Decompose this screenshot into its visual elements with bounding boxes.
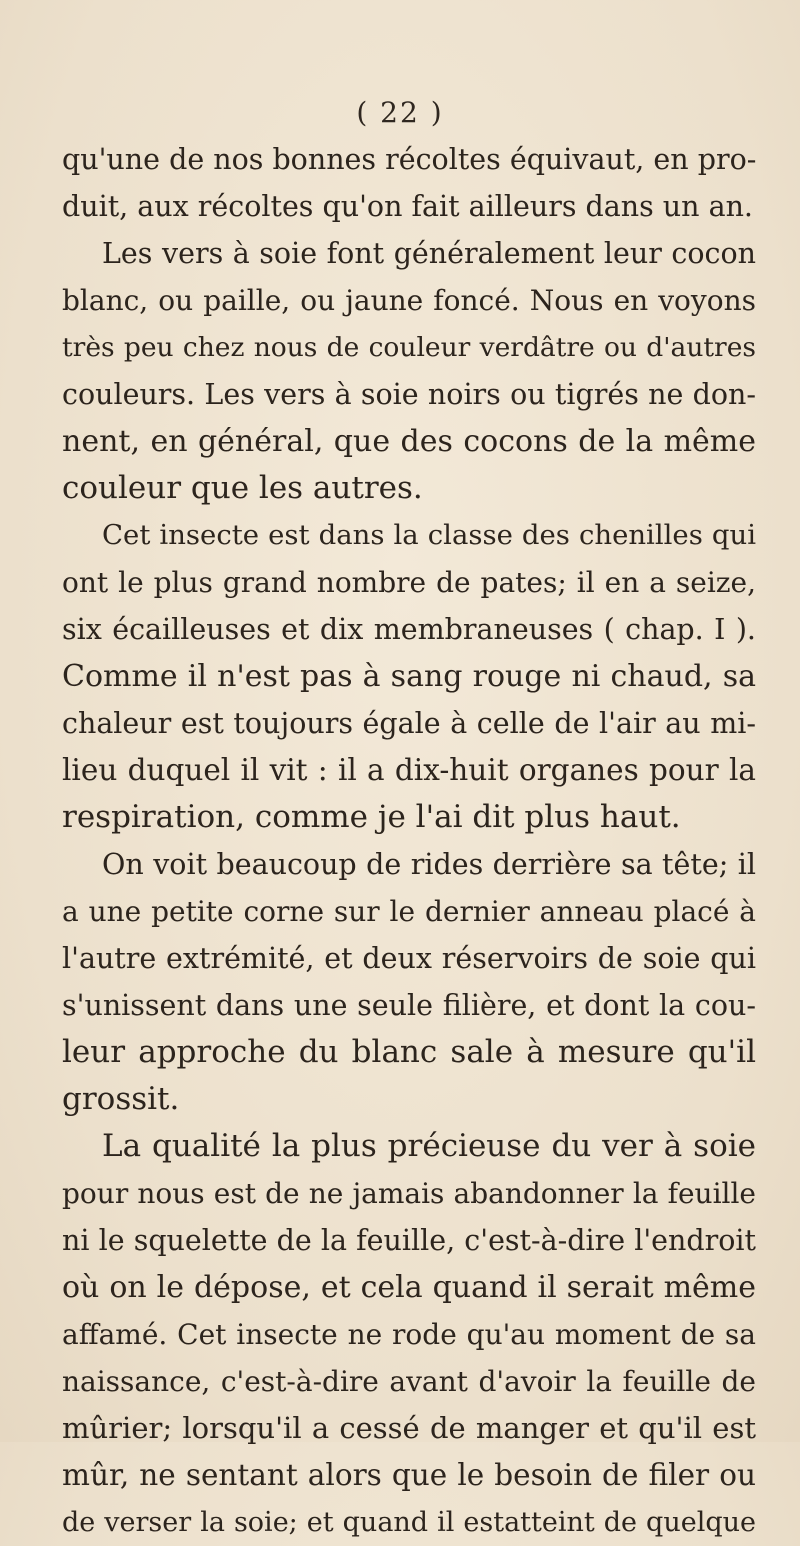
text-line: On voit beaucoup de rides derrière sa tête; il xyxy=(102,848,756,881)
text-line: très peu chez nous de couleur verdâtre ou d'autres xyxy=(62,332,756,363)
text-line: Cet insecte est dans la classe des chenilles qui xyxy=(102,519,756,551)
text-line: qu'une de nos bonnes récoltes équivaut, en pro- xyxy=(62,143,756,176)
text-line: nent, en général, que des cocons de la même xyxy=(62,424,756,459)
page-number: ( 22 ) xyxy=(356,96,444,129)
text-line: couleur que les autres. xyxy=(62,470,423,506)
text-line: couleurs. Les vers à soie noirs ou tigrés ne don- xyxy=(62,378,756,411)
text-line: mûr, ne sentant alors que le besoin de filer ou xyxy=(62,1458,756,1492)
text-line: ont le plus grand nombre de pates; il en a seize, xyxy=(62,566,756,599)
text-line: affamé. Cet insecte ne rode qu'au moment de sa xyxy=(62,1318,756,1351)
text-line: de verser la soie; et quand il estatteint de quelque xyxy=(62,1507,756,1538)
text-line: Les vers à soie font généralement leur cocon xyxy=(102,237,756,270)
text-line: La qualité la plus précieuse du ver à soie xyxy=(102,1128,756,1164)
text-line: Comme il n'est pas à sang rouge ni chaud, sa xyxy=(62,659,756,694)
text-line: où on le dépose, et cela quand il serait même xyxy=(62,1270,756,1305)
text-line: respiration, comme je l'ai dit plus haut. xyxy=(62,799,681,835)
text-line: s'unissent dans une seule filière, et dont la cou- xyxy=(62,989,756,1022)
text-line: a une petite corne sur le dernier anneau placé à xyxy=(62,895,756,928)
text-line: blanc, ou paille, ou jaune foncé. Nous en voyons xyxy=(62,284,756,317)
text-line: grossit. xyxy=(62,1081,180,1117)
text-line: mûrier; lorsqu'il a cessé de manger et qu'il est xyxy=(62,1411,756,1445)
text-line: chaleur est toujours égale à celle de l'air au mi- xyxy=(62,707,756,740)
text-line: pour nous est de ne jamais abandonner la feuille xyxy=(62,1177,756,1210)
text-line: naissance, c'est-à-dire avant d'avoir la feuille de xyxy=(62,1365,756,1398)
body-text xyxy=(62,136,756,1546)
text-line: lieu duquel il vit : il a dix-huit organes pour la xyxy=(62,753,756,787)
text-line: six écailleuses et dix membraneuses ( chap. I ). xyxy=(62,613,756,646)
text-line: l'autre extrémité, et deux réservoirs de soie qui xyxy=(62,942,756,975)
text-line: leur approche du blanc sale à mesure qu'il xyxy=(62,1034,756,1070)
text-line: duit, aux récoltes qu'on fait ailleurs dans un an. xyxy=(62,190,753,223)
text-line: ni le squelette de la feuille, c'est-à-dire l'endroit xyxy=(62,1224,756,1257)
